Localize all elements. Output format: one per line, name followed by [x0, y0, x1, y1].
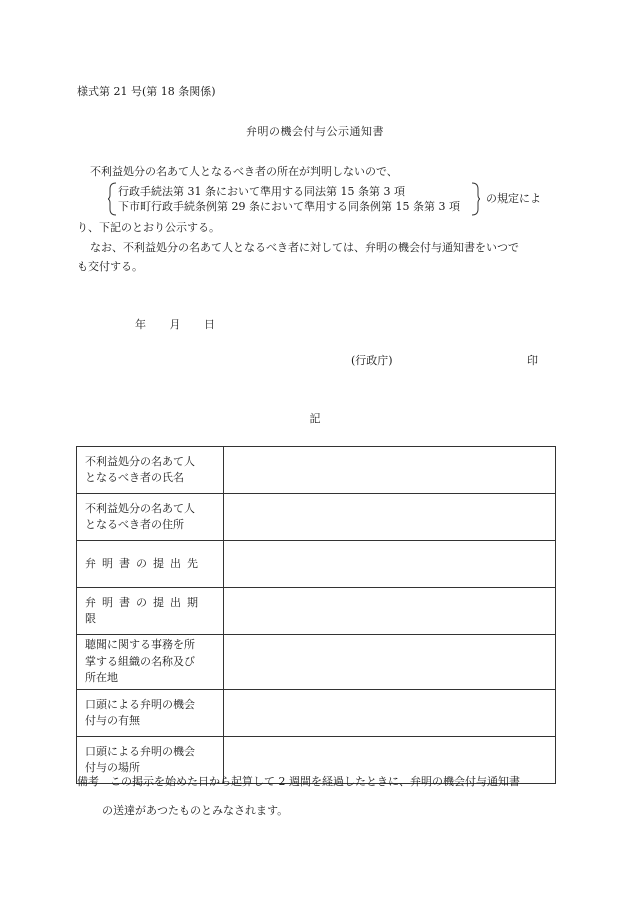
row-label-oral-availability: 口頭による弁明の機会 付与の有無 [77, 690, 224, 737]
intro-text: 不利益処分の名あて人となるべき者の所在が判明しないので、 [90, 165, 398, 178]
table-row [77, 447, 556, 494]
table-row [77, 494, 556, 541]
row-label-deadline: 弁明書の提出期限 [77, 588, 224, 635]
seal-mark: 印 [527, 354, 538, 367]
row-value-name[interactable] [224, 447, 556, 494]
remarks-line-2: の送達があつたものとみなされます。 [102, 804, 289, 817]
row-label-organization: 聴聞に関する事務を所 掌する組織の名称及び 所在地 [77, 635, 224, 690]
row-label-submission-to: 弁明書の提出先 [77, 541, 224, 588]
row-value-address[interactable] [224, 494, 556, 541]
law-option-1: 行政手続法第 31 条において準用する同法第 15 条第 3 項 [118, 185, 405, 198]
provision-suffix: の規定によ [486, 192, 541, 205]
table-row [77, 541, 556, 588]
date-line: 年 月 日 [135, 318, 215, 331]
note-line-2: も交付する。 [77, 260, 143, 273]
intro-end: り、下記のとおり公示する。 [77, 221, 220, 234]
law-option-2: 下市町行政手続条例第 29 条において準用する同条例第 15 条第 3 項 [118, 200, 460, 213]
row-label-oral-place: 口頭による弁明の機会 付与の場所 [77, 737, 224, 784]
ki-heading: 記 [309, 412, 321, 425]
row-value-submission-to[interactable] [224, 541, 556, 588]
details-table [76, 446, 556, 784]
table-row [77, 635, 556, 690]
form-number: 様式第 21 号(第 18 条関係) [77, 85, 216, 98]
note-line-1: なお、不利益処分の名あて人となるべき者に対しては、弁明の機会付与通知書をいつで [90, 241, 519, 254]
agency-label: (行政庁) [351, 354, 393, 367]
row-label-name: 不利益処分の名あて人 となるべき者の氏名 [77, 447, 224, 494]
document-title: 弁明の機会付与公示通知書 [246, 125, 384, 138]
row-value-oral-availability[interactable] [224, 690, 556, 737]
table-row [77, 588, 556, 635]
table-row [77, 690, 556, 737]
remarks-line-1: 備考 この掲示を始めた日から起算して 2 週間を経過したときに、弁明の機会付与通知書 [77, 775, 520, 788]
row-label-address: 不利益処分の名あて人 となるべき者の住所 [77, 494, 224, 541]
row-value-deadline[interactable] [224, 588, 556, 635]
row-value-organization[interactable] [224, 635, 556, 690]
